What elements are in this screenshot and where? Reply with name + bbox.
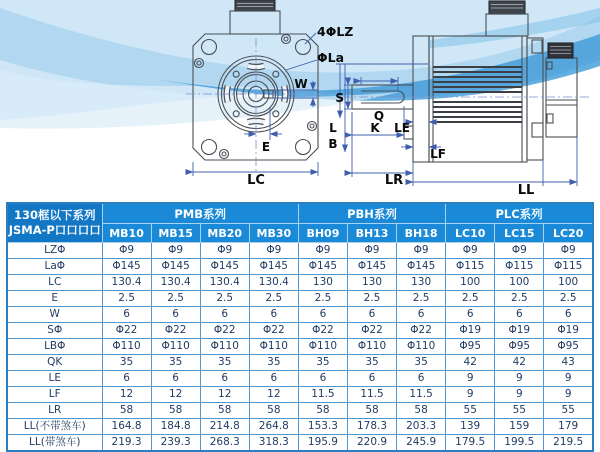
cell: Φ22 bbox=[347, 323, 396, 339]
bolt-hole bbox=[296, 140, 311, 155]
row-label: QK bbox=[7, 355, 102, 371]
cell: 239.3 bbox=[151, 435, 200, 452]
row-label: LE bbox=[7, 371, 102, 387]
cell: Φ9 bbox=[298, 243, 347, 259]
cell: 6 bbox=[347, 307, 396, 323]
table-corner-line1: 130框以下系列 bbox=[13, 208, 96, 223]
swoosh-background bbox=[0, 0, 600, 129]
label-le: LE bbox=[394, 121, 410, 135]
cell: 6 bbox=[151, 307, 200, 323]
cell: 6 bbox=[249, 371, 298, 387]
label-w: W bbox=[294, 77, 308, 91]
cell: 264.8 bbox=[249, 419, 298, 435]
cell: 203.3 bbox=[397, 419, 446, 435]
cell: 35 bbox=[200, 355, 249, 371]
cell: Φ9 bbox=[397, 243, 446, 259]
cell: 58 bbox=[200, 403, 249, 419]
cell: 58 bbox=[298, 403, 347, 419]
row-label: LF bbox=[7, 387, 102, 403]
cell: 9 bbox=[544, 371, 593, 387]
cell: 2.5 bbox=[446, 291, 495, 307]
cell: 184.8 bbox=[151, 419, 200, 435]
label-lr: LR bbox=[384, 173, 404, 188]
cell: 2.5 bbox=[495, 291, 544, 307]
cell: 6 bbox=[397, 371, 446, 387]
cell: 9 bbox=[495, 371, 544, 387]
cell: Φ22 bbox=[397, 323, 446, 339]
drawing-panel bbox=[0, 0, 600, 202]
cell: 2.5 bbox=[102, 291, 151, 307]
label-b: B bbox=[328, 137, 338, 151]
cell: 179 bbox=[544, 419, 593, 435]
cell: 6 bbox=[151, 371, 200, 387]
motor-dimension-drawing bbox=[0, 0, 600, 202]
model-header: BH13 bbox=[347, 224, 396, 243]
cell: 178.3 bbox=[347, 419, 396, 435]
table-row bbox=[7, 323, 593, 339]
cell: 6 bbox=[298, 307, 347, 323]
cell: Φ19 bbox=[544, 323, 593, 339]
model-header: LC10 bbox=[446, 224, 495, 243]
cell: 130.4 bbox=[249, 275, 298, 291]
cell: 9 bbox=[495, 387, 544, 403]
model-header: BH18 bbox=[397, 224, 446, 243]
table-row bbox=[7, 387, 593, 403]
cell: 6 bbox=[200, 307, 249, 323]
model-header: MB15 bbox=[151, 224, 200, 243]
cell: 11.5 bbox=[397, 387, 446, 403]
cell: 9 bbox=[446, 371, 495, 387]
cell: 43 bbox=[544, 355, 593, 371]
cell: Φ22 bbox=[249, 323, 298, 339]
cell: 42 bbox=[446, 355, 495, 371]
cell: 164.8 bbox=[102, 419, 151, 435]
row-label: LaΦ bbox=[7, 259, 102, 275]
cell: 35 bbox=[298, 355, 347, 371]
cell: 130 bbox=[397, 275, 446, 291]
cell: 130 bbox=[298, 275, 347, 291]
cell: 6 bbox=[495, 307, 544, 323]
cell: 58 bbox=[102, 403, 151, 419]
table-row bbox=[7, 403, 593, 419]
cell: Φ9 bbox=[495, 243, 544, 259]
cell: 153.3 bbox=[298, 419, 347, 435]
cell: 9 bbox=[446, 387, 495, 403]
cell: Φ145 bbox=[200, 259, 249, 275]
cell: 179.5 bbox=[446, 435, 495, 452]
label-k: K bbox=[370, 121, 380, 135]
label-ll: LL bbox=[517, 183, 535, 198]
cell: 100 bbox=[446, 275, 495, 291]
cell: 35 bbox=[102, 355, 151, 371]
cell: Φ22 bbox=[298, 323, 347, 339]
model-header: LC15 bbox=[495, 224, 544, 243]
cell: 12 bbox=[249, 387, 298, 403]
cell: Φ9 bbox=[102, 243, 151, 259]
cell: 245.9 bbox=[397, 435, 446, 452]
series-header: PBH系列 bbox=[298, 203, 445, 224]
cell: 6 bbox=[102, 371, 151, 387]
cell: Φ22 bbox=[151, 323, 200, 339]
model-header: MB30 bbox=[249, 224, 298, 243]
model-header: BH09 bbox=[298, 224, 347, 243]
cell: 6 bbox=[200, 371, 249, 387]
cell: 55 bbox=[495, 403, 544, 419]
row-label: LZΦ bbox=[7, 243, 102, 259]
cell: Φ110 bbox=[200, 339, 249, 355]
label-e: E bbox=[261, 140, 271, 154]
series-header: PLC系列 bbox=[446, 203, 593, 224]
cell: Φ9 bbox=[446, 243, 495, 259]
cell: Φ95 bbox=[446, 339, 495, 355]
cell: 55 bbox=[446, 403, 495, 419]
table-corner bbox=[7, 203, 102, 243]
table-row bbox=[7, 339, 593, 355]
model-header: MB20 bbox=[200, 224, 249, 243]
row-label: SΦ bbox=[7, 323, 102, 339]
cell: 2.5 bbox=[544, 291, 593, 307]
label-lf: LF bbox=[430, 147, 446, 161]
cell: 2.5 bbox=[397, 291, 446, 307]
cell: 9 bbox=[544, 387, 593, 403]
cell: 139 bbox=[446, 419, 495, 435]
cell: 6 bbox=[249, 307, 298, 323]
cell: 35 bbox=[397, 355, 446, 371]
table-row bbox=[7, 275, 593, 291]
cell: 130 bbox=[347, 275, 396, 291]
table-row bbox=[7, 371, 593, 387]
cell: Φ145 bbox=[347, 259, 396, 275]
cell: 35 bbox=[347, 355, 396, 371]
cell: 6 bbox=[298, 371, 347, 387]
cell: 2.5 bbox=[200, 291, 249, 307]
cell: 318.3 bbox=[249, 435, 298, 452]
cell: 2.5 bbox=[249, 291, 298, 307]
label-4lz: 4ΦLZ bbox=[317, 24, 354, 39]
cell: 220.9 bbox=[347, 435, 396, 452]
cell: Φ110 bbox=[397, 339, 446, 355]
cell: 214.8 bbox=[200, 419, 249, 435]
row-label: LL(不带煞车) bbox=[7, 419, 102, 435]
cell: Φ110 bbox=[151, 339, 200, 355]
cell: 2.5 bbox=[347, 291, 396, 307]
cell: Φ22 bbox=[200, 323, 249, 339]
cell: 58 bbox=[249, 403, 298, 419]
cell: 42 bbox=[495, 355, 544, 371]
cell: Φ115 bbox=[544, 259, 593, 275]
cell: 6 bbox=[347, 371, 396, 387]
cell: 130.4 bbox=[200, 275, 249, 291]
cell: 58 bbox=[151, 403, 200, 419]
label-lc: LC bbox=[247, 173, 265, 188]
cell: 35 bbox=[151, 355, 200, 371]
encoder-connector bbox=[548, 43, 573, 58]
cell: 2.5 bbox=[151, 291, 200, 307]
bolt-hole bbox=[202, 140, 217, 155]
table-row bbox=[7, 243, 593, 259]
cell: Φ95 bbox=[495, 339, 544, 355]
cell: 199.5 bbox=[495, 435, 544, 452]
row-label: W bbox=[7, 307, 102, 323]
cell: 6 bbox=[446, 307, 495, 323]
cell: Φ9 bbox=[544, 243, 593, 259]
label-l: L bbox=[329, 121, 337, 135]
row-label: LL(带煞车) bbox=[7, 435, 102, 452]
cell: 100 bbox=[544, 275, 593, 291]
row-label: E bbox=[7, 291, 102, 307]
row-label: LC bbox=[7, 275, 102, 291]
cell: 11.5 bbox=[298, 387, 347, 403]
spec-table-wrap bbox=[0, 202, 600, 452]
cell: 219.5 bbox=[544, 435, 593, 452]
table-corner-line2: JSMA-P口口口口 bbox=[8, 223, 101, 237]
row-label: LR bbox=[7, 403, 102, 419]
cell: Φ95 bbox=[544, 339, 593, 355]
cell: Φ145 bbox=[298, 259, 347, 275]
spec-table bbox=[6, 202, 594, 452]
label-la: ΦLa bbox=[317, 50, 345, 65]
cell: Φ22 bbox=[102, 323, 151, 339]
cell: 195.9 bbox=[298, 435, 347, 452]
table-row bbox=[7, 355, 593, 371]
cell: Φ19 bbox=[446, 323, 495, 339]
table-row bbox=[7, 259, 593, 275]
cell: 12 bbox=[102, 387, 151, 403]
cell: Φ145 bbox=[397, 259, 446, 275]
cell: Φ115 bbox=[495, 259, 544, 275]
cell: 11.5 bbox=[347, 387, 396, 403]
cell: 58 bbox=[347, 403, 396, 419]
cell: Φ110 bbox=[298, 339, 347, 355]
cell: 130.4 bbox=[151, 275, 200, 291]
cell: Φ9 bbox=[347, 243, 396, 259]
cell: 2.5 bbox=[298, 291, 347, 307]
cell: Φ115 bbox=[446, 259, 495, 275]
label-s: S bbox=[335, 91, 344, 105]
cell: Φ9 bbox=[200, 243, 249, 259]
cell: Φ145 bbox=[151, 259, 200, 275]
cell: 6 bbox=[544, 307, 593, 323]
cell: 6 bbox=[102, 307, 151, 323]
cell: Φ9 bbox=[249, 243, 298, 259]
cell: Φ145 bbox=[249, 259, 298, 275]
table-row bbox=[7, 419, 593, 435]
label-q: Q bbox=[373, 109, 385, 123]
series-header: PMB系列 bbox=[102, 203, 298, 224]
cell: Φ9 bbox=[151, 243, 200, 259]
cell: 12 bbox=[200, 387, 249, 403]
cell: Φ19 bbox=[495, 323, 544, 339]
cell: 100 bbox=[495, 275, 544, 291]
cell: 55 bbox=[544, 403, 593, 419]
model-header: MB10 bbox=[102, 224, 151, 243]
model-header: LC20 bbox=[544, 224, 593, 243]
cell: 58 bbox=[397, 403, 446, 419]
cell: Φ110 bbox=[249, 339, 298, 355]
cell: 219.3 bbox=[102, 435, 151, 452]
table-row bbox=[7, 291, 593, 307]
cell: 35 bbox=[249, 355, 298, 371]
cell: Φ110 bbox=[102, 339, 151, 355]
cell: 12 bbox=[151, 387, 200, 403]
cell: 6 bbox=[397, 307, 446, 323]
row-label: LBΦ bbox=[7, 339, 102, 355]
cell: Φ145 bbox=[102, 259, 151, 275]
cell: 268.3 bbox=[200, 435, 249, 452]
cell: Φ110 bbox=[347, 339, 396, 355]
cell: 159 bbox=[495, 419, 544, 435]
table-row bbox=[7, 307, 593, 323]
cell: 130.4 bbox=[102, 275, 151, 291]
